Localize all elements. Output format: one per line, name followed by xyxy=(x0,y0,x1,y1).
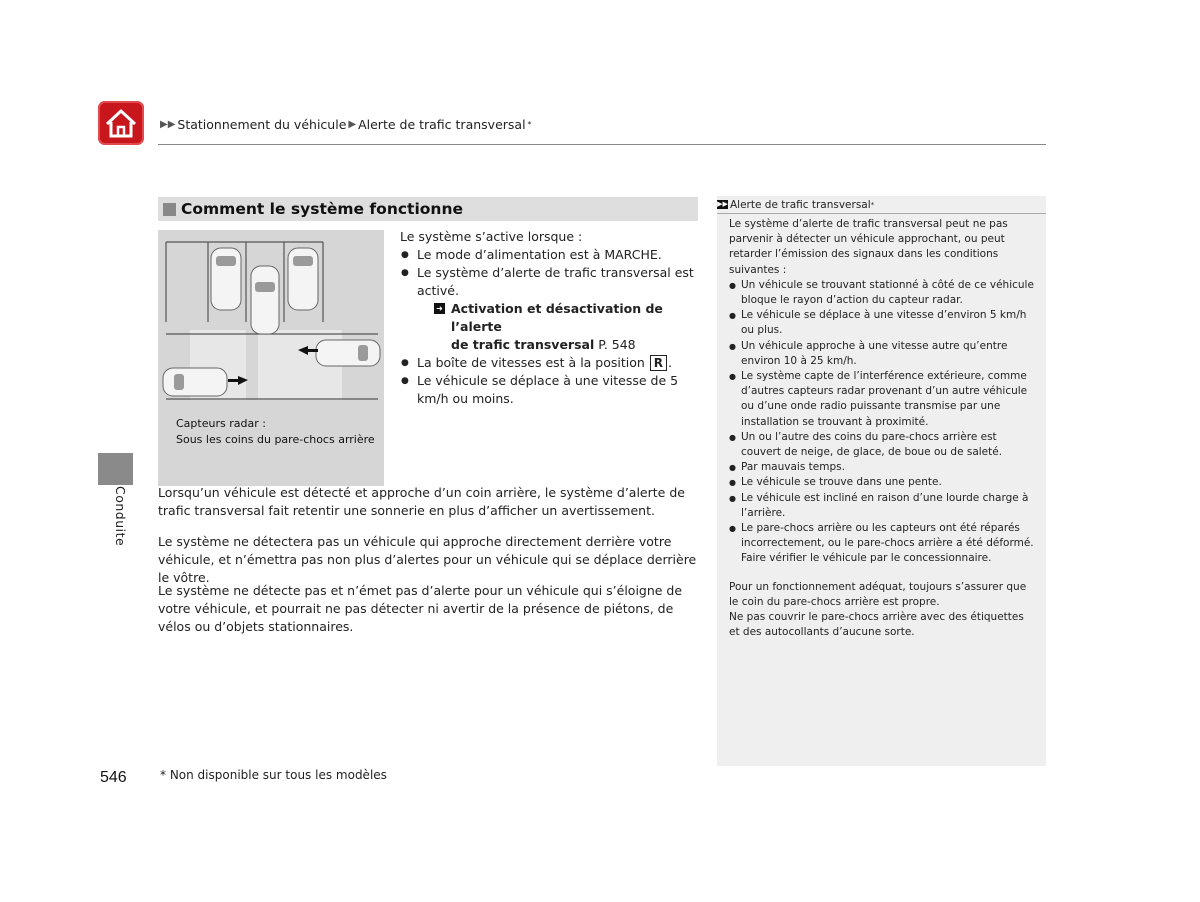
home-icon xyxy=(98,101,144,145)
heading-square-icon xyxy=(163,203,176,216)
notes-panel-title: Alerte de trafic transversal xyxy=(730,198,871,211)
gear-item-suffix: . xyxy=(668,355,673,370)
cross-reference-link[interactable] xyxy=(400,300,700,354)
section-heading xyxy=(158,197,698,221)
reference-title: de trafic transversal xyxy=(451,337,595,352)
notes-outro: Ne pas couvrir le pare-chocs arrière avec des étiquettes et des autocollants d’aucune sorte. xyxy=(729,611,1024,639)
notes-item: ● Un véhicule approche à une vitesse autre qu’entre environ 10 à 25 km/h. xyxy=(729,339,1034,369)
activation-conditions xyxy=(400,228,700,408)
condition-item xyxy=(400,354,700,372)
gear-item-text: La boîte de vitesses est à la position xyxy=(417,355,645,370)
condition-item: ● Le système d’alerte de trafic transversal est activé. xyxy=(400,264,700,300)
caption-line: Capteurs radar : xyxy=(176,417,266,430)
gear-position-badge: R xyxy=(650,355,667,371)
reference-arrow-icon: ➜ xyxy=(434,303,445,314)
chapter-label: Conduite xyxy=(113,486,128,547)
body-paragraph: Le système ne détectera pas un véhicule qui approche directement derrière votre véhicule, et n’émettra pas non plus d’alertes pour un véhicule qui se déplace derrière le vôtre. xyxy=(158,534,697,585)
breadcrumb xyxy=(160,117,532,132)
notes-item: ● Le véhicule se trouve dans une pente. xyxy=(729,475,1034,490)
reference-page: P. 548 xyxy=(598,337,636,352)
home-button[interactable] xyxy=(98,101,144,145)
breadcrumb-arrow-icon: ▶ xyxy=(348,119,357,130)
chapter-tab[interactable] xyxy=(98,453,133,485)
breadcrumb-item[interactable]: Stationnement du véhicule xyxy=(177,117,347,132)
notes-item: ● Le pare-chocs arrière ou les capteurs ont été réparés incorrectement, ou le pare-chocs arrière a été déformé. Faire vérifier le véhicule par le concessionnaire. xyxy=(729,521,1034,567)
notes-item: ● Le véhicule est incliné en raison d’une lourde charge à l’arrière. xyxy=(729,491,1034,521)
notes-item: ● Le système capte de l’interférence extérieure, comme d’autres capteurs radar provenant d’un autre véhicule ou d’une onde radio puissante transmise par une installation se trouvant à proximité. xyxy=(729,369,1034,430)
breadcrumb-item[interactable]: Alerte de trafic transversal xyxy=(358,117,526,132)
notes-item: ● Un ou l’autre des coins du pare-chocs arrière est couvert de neige, de glace, de boue ou de saleté. xyxy=(729,430,1034,460)
notes-item: ● Par mauvais temps. xyxy=(729,460,1034,475)
header-divider xyxy=(158,144,1046,145)
footnote: * Non disponible sur tous les modèles xyxy=(160,768,387,782)
page-number: 546 xyxy=(100,769,127,786)
notes-panel-body xyxy=(729,217,1034,640)
conditions-intro: Le système s’active lorsque : xyxy=(400,229,583,244)
notes-item: ● Le véhicule se déplace à une vitesse d’environ 5 km/h ou plus. xyxy=(729,308,1034,338)
condition-item: ● Le mode d’alimentation est à MARCHE. xyxy=(400,246,700,264)
condition-item: ● Le véhicule se déplace à une vitesse de 5 km/h ou moins. xyxy=(400,372,700,408)
section-title: Comment le système fonctionne xyxy=(181,200,464,218)
caption-line: Sous les coins du pare-chocs arrière xyxy=(176,433,375,446)
notes-intro: Le système d’alerte de trafic transversal peut ne pas parvenir à détecter un véhicule approchant, ou peut retarder l’émission des signaux dans les conditions suivantes : xyxy=(729,218,1008,276)
breadcrumb-arrow-icon: ▶▶ xyxy=(160,119,176,130)
availability-star: * xyxy=(527,120,532,129)
notes-outro: Pour un fonctionnement adéquat, toujours s’assurer que le coin du pare-chocs arrière est propre. xyxy=(729,580,1027,608)
section-marker-icon: ▶▶ xyxy=(717,200,728,208)
reference-title: Activation et désactivation de l’alerte xyxy=(451,301,663,334)
radar-caption xyxy=(176,416,375,448)
availability-star: * xyxy=(870,200,875,209)
body-paragraph: Lorsqu’un véhicule est détecté et approche d’un coin arrière, le système d’alerte de trafic transversal fait retentir une sonnerie en plus d’afficher un avertissement. xyxy=(158,485,685,518)
notes-item: ● Un véhicule se trouvant stationné à côté de ce véhicule bloque le rayon d’action du capteur radar. xyxy=(729,278,1034,308)
notes-panel-header xyxy=(717,196,1046,214)
body-paragraph: Le système ne détecte pas et n’émet pas d’alerte pour un véhicule qui s’éloigne de votre véhicule, et pourrait ne pas détecter ni avertir de la présence de piétons, de vélos ou d’objets stationnaires. xyxy=(158,583,683,634)
